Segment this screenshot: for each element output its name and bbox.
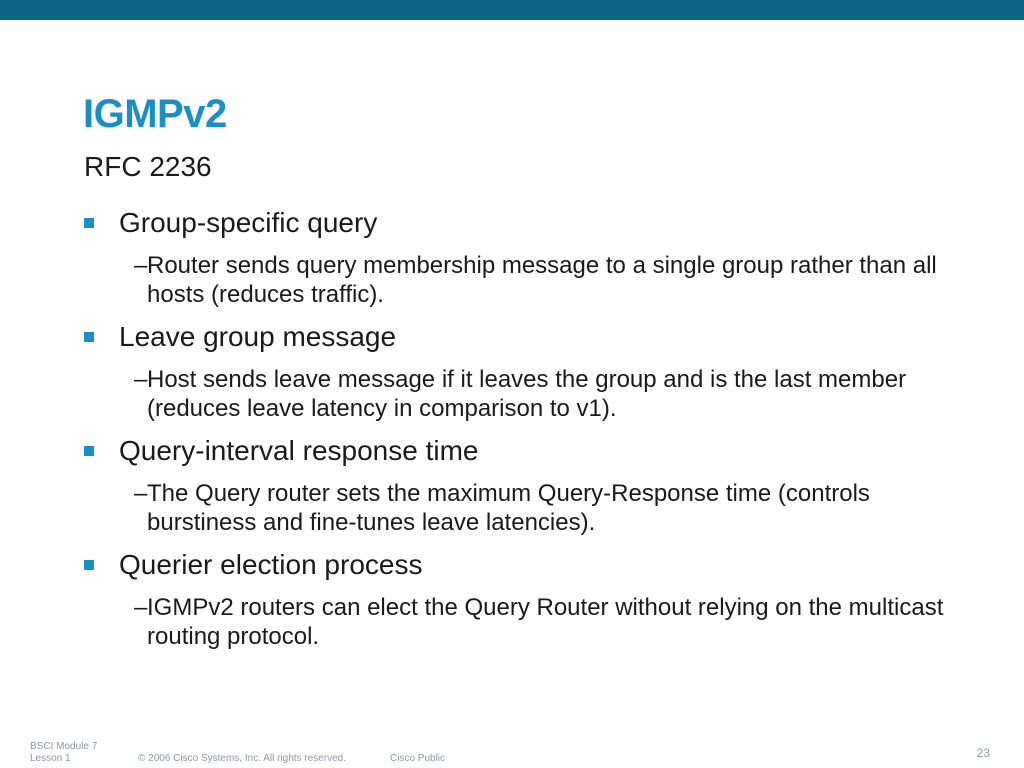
slide-page-number: 23 [976, 746, 990, 760]
sub-bullet [134, 479, 984, 537]
dash-marker: – [134, 252, 148, 279]
dash-marker: – [134, 480, 148, 507]
footer-copyright: © 2006 Cisco Systems, Inc. All rights reserved. [138, 753, 347, 764]
square-bullet-icon [84, 560, 94, 570]
bullet-text: Querier election process [119, 549, 423, 580]
sub-bullet-text: IGMPv2 routers can elect the Query Router without relying on the multicast routing protocol. [147, 594, 944, 650]
bullet-item-group-specific-query [84, 206, 984, 309]
sub-bullet [134, 251, 984, 309]
top-banner-bar [0, 0, 1024, 20]
footer-course-info [30, 741, 97, 765]
bullet-item-querier-election-process [84, 548, 984, 651]
bullet-text: Query-interval response time [119, 435, 479, 466]
footer-classification: Cisco Public [390, 753, 446, 764]
sub-bullet [134, 365, 984, 423]
bullet-list [84, 206, 984, 662]
slide-title: IGMPv2 [83, 92, 227, 136]
sub-bullet [134, 593, 984, 651]
sub-bullet-text: Host sends leave message if it leaves the group and is the last member (reduces leave latency in comparison to v1). [147, 366, 907, 422]
footer-lesson: Lesson 1 [30, 753, 71, 764]
dash-marker: – [134, 366, 148, 393]
bullet-item-leave-group-message [84, 320, 984, 423]
slide-subtitle: RFC 2236 [84, 151, 212, 182]
square-bullet-icon [84, 446, 94, 456]
sub-bullet-text: The Query router sets the maximum Query-Response time (controls burstiness and fine-tunes leave latencies). [147, 480, 870, 536]
square-bullet-icon [84, 332, 94, 342]
bullet-item-query-interval-response-time [84, 434, 984, 537]
sub-bullet-text: Router sends query membership message to a single group rather than all hosts (reduces traffic). [147, 252, 937, 308]
dash-marker: – [134, 594, 148, 621]
bullet-text: Leave group message [119, 321, 397, 352]
square-bullet-icon [84, 218, 94, 228]
bullet-text: Group-specific query [119, 207, 378, 238]
footer-module: BSCI Module 7 [30, 741, 98, 752]
